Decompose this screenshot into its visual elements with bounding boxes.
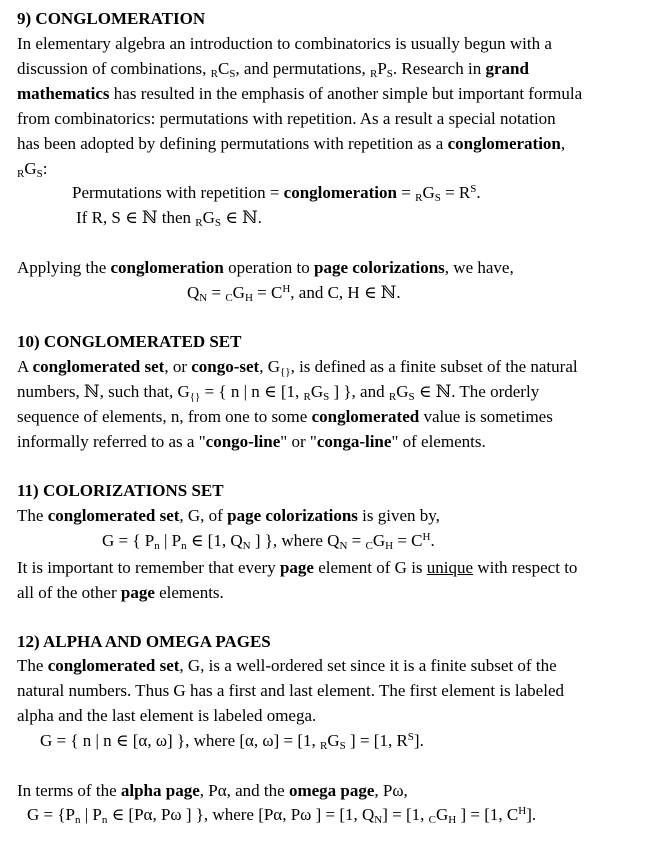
section-9-line-1: In elementary algebra an introduction to combinatorics is usually begun with a bbox=[17, 34, 552, 53]
section-12-line-3: alpha and the last element is labeled omega. bbox=[17, 706, 317, 725]
section-11-line-2: It is important to remember that every page element of G is unique with respect to bbox=[17, 558, 578, 577]
section-9-line-4: from combinatorics: permutations with repetition. As a result a special notation bbox=[17, 109, 556, 128]
section-11-heading: 11) COLORIZATIONS SET bbox=[17, 481, 224, 500]
section-12-line-1: The conglomerated set, G, is a well-ordered set since it is a finite subset of the bbox=[17, 656, 557, 675]
section-10-line-4: informally referred to as a "congo-line" or "conga-line" of elements. bbox=[17, 432, 486, 451]
section-12-formula-1: G = { n | n ∈ [α, ω] }, where [α, ω] = [1, RGS ] = [1, $R^S$]. bbox=[40, 731, 424, 752]
section-12-formula-2: G = {Pn | Pn ∈ [Pα, Pω ] }, where [Pα, Pω ] = [1, QN] = [1, CGH ] = [1, $C^H$]. bbox=[27, 805, 537, 826]
section-10-line-3: sequence of elements, n, from one to some conglomerated value is sometimes bbox=[17, 407, 553, 426]
section-10-line-2: numbers, ℕ, such that, G{} = { n | n ∈ [1, RGS ] }, and RGS ∈ ℕ. The orderly bbox=[17, 382, 540, 403]
section-12-line-2: natural numbers. Thus G has a first and last element. The first element is labeled bbox=[17, 681, 564, 700]
section-9-heading: 9) CONGLOMERATION bbox=[17, 9, 206, 28]
section-9-formula-3: QN = CGH = $C^H$, and C, H ∈ ℕ. bbox=[187, 283, 401, 304]
section-10-heading: 10) CONGLOMERATED SET bbox=[17, 332, 242, 351]
section-9-line-5: has been adopted by defining permutations with repetition as a conglomeration, bbox=[17, 134, 566, 153]
section-9-line-7: Applying the conglomeration operation to page colorizations, we have, bbox=[17, 258, 514, 277]
section-9-line-3: mathematics has resulted in the emphasis of another simple but important formula bbox=[17, 84, 583, 103]
section-11-line-1: The conglomerated set, G, of page colorizations is given by, bbox=[17, 506, 440, 525]
section-12-line-4: In terms of the alpha page, Pα, and the omega page, Pω, bbox=[17, 781, 408, 800]
section-9-formula-2: If R, S ∈ ℕ then RGS ∈ ℕ. bbox=[76, 208, 262, 229]
section-9-line-6: RGS: bbox=[17, 159, 48, 180]
section-11-line-3: all of the other page elements. bbox=[17, 583, 224, 602]
section-9-formula-1: Permutations with repetition = conglomeration = RGS = $R^S$. bbox=[72, 183, 481, 204]
section-9-line-2: discussion of combinations, RCS, and permutations, RPS. Research in grand bbox=[17, 59, 529, 80]
section-11-formula: G = { Pn | Pn ∈ [1, QN ] }, where QN = CGH = $C^H$. bbox=[102, 531, 435, 552]
section-10-line-1: A conglomerated set, or congo-set, G{}, is defined as a finite subset of the natural bbox=[17, 357, 578, 378]
section-12-heading: 12) ALPHA AND OMEGA PAGES bbox=[17, 632, 271, 651]
